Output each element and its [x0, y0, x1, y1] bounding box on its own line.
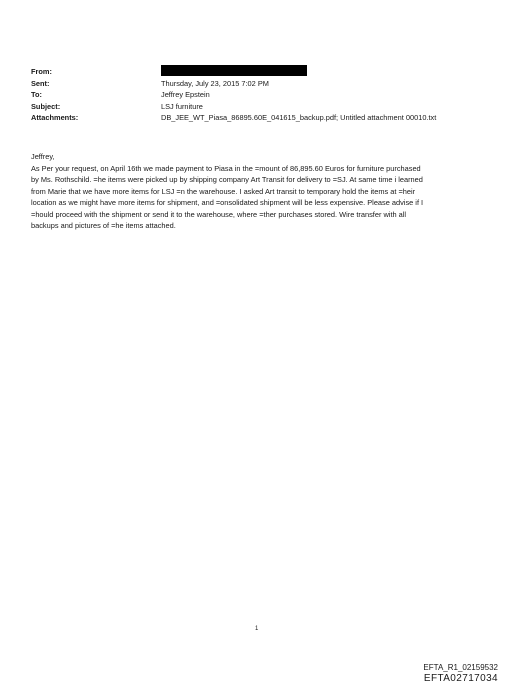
- to-row: [31, 89, 481, 101]
- sent-row: [31, 78, 481, 90]
- body-line: As Per your request, on April 16th we made payment to Piasa in the =mount of 86,895.60 Euros for furniture purchased: [31, 163, 421, 173]
- from-row: [31, 66, 481, 78]
- to-label: To:: [31, 90, 42, 99]
- body-line: location as we might have more items for shipment, and =onsolidated shipment will be less expensive. Please advise if I: [31, 198, 424, 207]
- email-body: [31, 151, 486, 232]
- subject-row: [31, 101, 481, 113]
- email-header: [31, 66, 481, 124]
- bates-number-primary: EFTA_R1_02159532: [423, 663, 498, 672]
- subject-value: LSJ furniture: [161, 101, 203, 111]
- bates-number-secondary: EFTA02717034: [423, 673, 498, 684]
- body-line: backups and pictures of =he items attached.: [31, 221, 176, 230]
- redaction-bar: [161, 65, 307, 76]
- sent-value: Thursday, July 23, 2015 7:02 PM: [161, 78, 269, 88]
- body-line: from Marie that we have more items for LSJ =n the warehouse. I asked Art transit to temporary hold the items at =heir: [31, 186, 416, 196]
- to-value: Jeffrey Epstein: [161, 90, 210, 99]
- sent-label: Sent:: [31, 78, 50, 88]
- body-line: by Ms. Rothschild. =he items were picked up by shipping company Art Transit for delivery to =SJ. At same time i learned: [31, 175, 423, 184]
- subject-label: Subject:: [31, 101, 61, 111]
- from-label: From:: [31, 67, 52, 76]
- attachments-row: [31, 112, 481, 124]
- attachments-value: DB_JEE_WT_Piasa_86895.60E_041615_backup.pdf; Untitled attachment 00010.txt: [161, 113, 437, 122]
- body-line: =hould proceed with the shipment or send it to the warehouse, where =ther purchases stored. Wire transfer with all: [31, 209, 407, 219]
- attachments-label: Attachments:: [31, 113, 79, 122]
- page-number: 1: [255, 626, 259, 632]
- greeting: Jeffrey,: [31, 152, 55, 161]
